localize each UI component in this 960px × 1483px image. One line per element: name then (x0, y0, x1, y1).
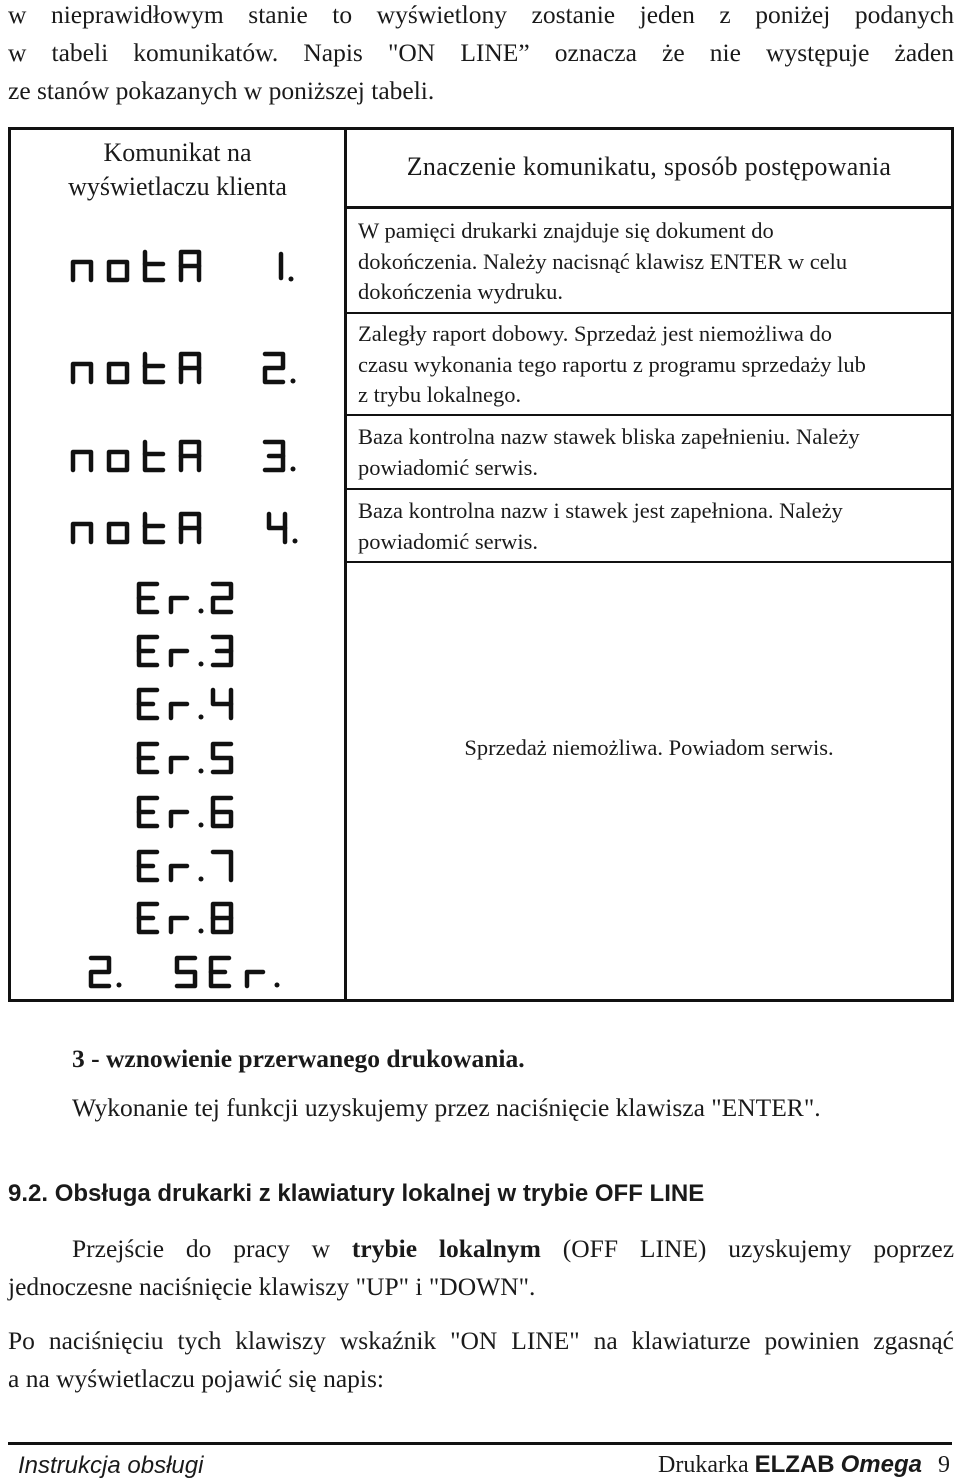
footer-manual-title: Instrukcja obsługi (18, 1452, 204, 1479)
seven-seg-icon (11, 631, 344, 671)
display-2-ser (11, 952, 344, 992)
section-9-2-paragraph-2 (8, 1322, 954, 1398)
intro-line-3: ze stanów pokazanych w poniższej tabeli. (8, 76, 435, 105)
section-9-2-paragraph-1 (8, 1230, 954, 1306)
display-er-2 (11, 578, 344, 618)
error-meaning: Sprzedaż niemożliwa. Powiadom serwis. (464, 735, 834, 760)
row-4-meaning (358, 496, 943, 557)
seven-seg-icon (11, 898, 344, 938)
row-1-line: dokończenia wydruku. (358, 279, 563, 304)
row-3-line: Baza kontrolna nazw stawek bliska zapełnieniu. Należy (358, 424, 860, 449)
row-2-line: czasu wykonania tego raportu z programu sprzedaży lub (358, 351, 866, 377)
seven-seg-icon (11, 952, 344, 992)
display-er-7 (11, 846, 344, 886)
footer-page-number: 9 (938, 1452, 950, 1478)
footer-rule (8, 1442, 952, 1445)
seven-seg-icon (11, 348, 344, 388)
paragraph-1-line-1 (8, 1230, 954, 1268)
display-nota-4 (11, 508, 344, 548)
header-display-line-2: wyświetlaczu klienta (68, 172, 287, 201)
seven-seg-icon (11, 792, 344, 832)
paragraph-1-bold: trybie lokalnym (351, 1234, 541, 1263)
row-3-meaning (358, 422, 943, 483)
row-divider-1 (347, 312, 951, 314)
seven-seg-icon (11, 738, 344, 778)
seven-seg-icon (11, 578, 344, 618)
display-nota-1 (11, 246, 344, 286)
section-3-text: Wykonanie tej funkcji uzyskujemy przez naciśnięcie klawisza "ENTER". (72, 1093, 821, 1122)
display-nota-2 (11, 348, 344, 388)
seven-seg-icon (11, 436, 344, 476)
seven-seg-icon (11, 684, 344, 724)
paragraph-1-text: Przejście do pracy w (72, 1234, 352, 1263)
row-1-line: W pamięci drukarki znajduje się dokument do (358, 218, 774, 243)
row-1-meaning (358, 216, 943, 308)
row-2-line: z trybu lokalnego. (358, 382, 522, 407)
seven-seg-icon (11, 246, 344, 286)
paragraph-2-line-2: a na wyświetlaczu pojawić się napis: (8, 1364, 385, 1393)
display-nota-3 (11, 436, 344, 476)
paragraph-1-text: (OFF LINE) uzyskujemy poprzez (540, 1234, 955, 1263)
row-4-line: powiadomić serwis. (358, 528, 538, 554)
footer-model: Omega (840, 1451, 922, 1478)
table-header-display (11, 136, 344, 204)
display-er-3 (11, 631, 344, 671)
paragraph-1-line-2: jednoczesne naciśnięcie klawiszy "UP" i "DOWN". (8, 1272, 536, 1301)
row-divider-4 (347, 561, 951, 563)
intro-paragraph (8, 0, 954, 110)
row-2-meaning (358, 319, 943, 411)
row-1-line: dokończenia. Należy nacisnąć klawisz ENTER w celu (358, 248, 848, 274)
intro-line-1: w nieprawidłowym stanie to wyświetlony zostanie jeden z poniżej podanych (8, 0, 954, 29)
intro-line-2: w tabeli komunikatów. Napis "ON LINE” oznacza że nie występuje żaden (8, 38, 954, 67)
row-divider-2 (347, 414, 951, 416)
footer-brand: ELZAB (754, 1451, 835, 1478)
header-display-line-1: Komunikat na (103, 138, 252, 167)
display-er-5 (11, 738, 344, 778)
row-3-line: powiadomić serwis. (358, 454, 538, 480)
seven-seg-icon (11, 508, 344, 548)
section-9-2-heading: 9.2. Obsługa drukarki z klawiatury lokalnej w trybie OFF LINE (8, 1180, 705, 1207)
row-4-line: Baza kontrolna nazw i stawek jest zapełniona. Należy (358, 498, 843, 523)
seven-seg-icon (11, 846, 344, 886)
footer-product-prefix: Drukarka (658, 1452, 755, 1478)
table-header-rule (344, 206, 951, 209)
footer-product (658, 1447, 950, 1483)
section-3-heading: 3 - wznowienie przerwanego drukowania. (72, 1044, 525, 1073)
row-2-line: Zaległy raport dobowy. Sprzedaż jest niemożliwa do (358, 321, 833, 346)
table-header-meaning: Znaczenie komunikatu, sposób postępowania (406, 152, 892, 181)
table-column-divider (344, 127, 347, 1002)
display-er-4 (11, 684, 344, 724)
paragraph-2-line-1: Po naciśnięciu tych klawiszy wskaźnik "ON LINE" na klawiaturze powinien zgasnąć (8, 1326, 954, 1355)
display-er-6 (11, 792, 344, 832)
display-er-8 (11, 898, 344, 938)
row-divider-3 (347, 488, 951, 490)
